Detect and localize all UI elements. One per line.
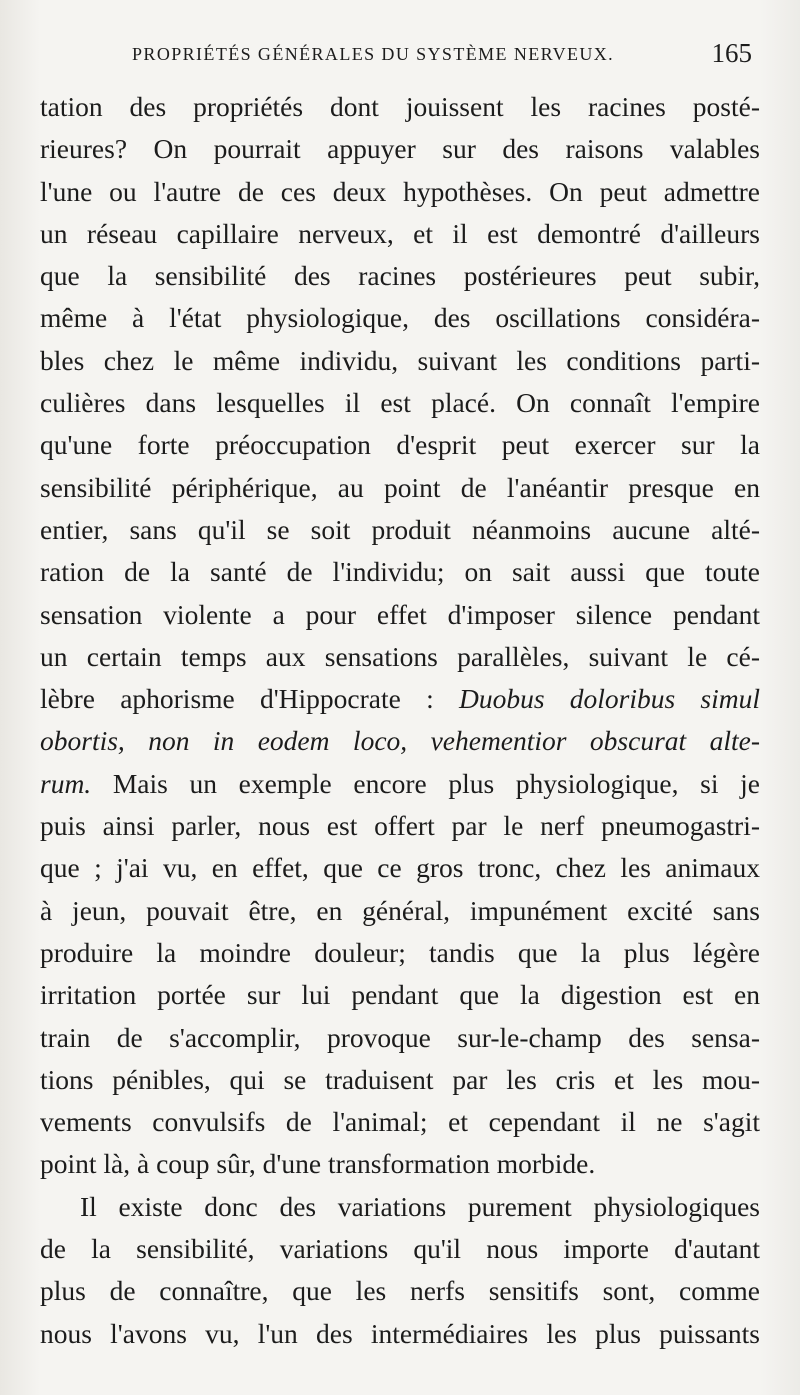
text-line: que ; j'ai vu, en effet, que ce gros tronc, chez les animaux [40,852,760,884]
page-number: 165 [711,38,752,68]
text-line: que la sensibilité des racines postérieures peut subir, [40,260,760,292]
text-line: sensation violente a pour effet d'imposer silence pendant [40,598,760,630]
text-line: plus de connaître, que les nerfs sensitifs sont, comme [40,1275,760,1307]
text-line: culières dans lesquelles il est placé. On connaît l'empire [40,387,760,419]
text-line: puis ainsi parler, nous est offert par le nerf pneumogastri- [40,810,760,842]
text-line: tions pénibles, qui se traduisent par les cris et les mou- [40,1063,760,1095]
running-header [132,38,760,74]
latin-quotation: obortis, non in eodem loco, vehementior obscurat alte- [40,725,760,757]
text-line: nous l'avons vu, l'un des intermédiaires les plus puissants [40,1317,760,1349]
paragraph-start-line: Il existe donc des variations purement physiologiques [80,1190,760,1222]
text-line: train de s'accomplir, provoque sur-le-champ des sensa- [40,1021,760,1053]
text-line: irritation portée sur lui pendant que la digestion est en [40,979,760,1011]
text-line: bles chez le même individu, suivant les conditions parti- [40,344,760,376]
text-line: ration de la santé de l'individu; on sait aussi que toute [40,556,760,588]
text-line: l'une ou l'autre de ces deux hypothèses. On peut admettre [40,175,760,207]
text-line: un réseau capillaire nerveux, et il est demontré d'ailleurs [40,217,760,249]
text-line: rieures? On pourrait appuyer sur des raisons valables [40,133,760,165]
text-line: à jeun, pouvait être, en général, impunément excité sans [40,894,760,926]
text-line: entier, sans qu'il se soit produit néanmoins aucune alté- [40,513,760,545]
text-line: produire la moindre douleur; tandis que la plus légère [40,936,760,968]
latin-quotation: Duobus doloribus simul [458,683,760,715]
text-line: tation des propriétés dont jouissent les racines posté- [40,91,760,122]
text-line: qu'une forte préoccupation d'esprit peut exercer sur la [40,429,760,461]
text-line: de la sensibilité, variations qu'il nous importe d'autant [40,1233,760,1265]
running-title: PROPRIÉTÉS GÉNÉRALES DU SYSTÈME NERVEUX. [132,44,615,64]
latin-quotation: rum. [40,767,92,799]
text-run: lèbre aphorisme d'Hippocrate : [40,683,459,715]
text-line: vements convulsifs de l'animal; et cependant il ne s'agit [40,1106,760,1138]
body-text [40,86,760,1355]
text-line: sensibilité périphérique, au point de l'anéantir presque en [40,471,760,503]
text-line: même à l'état physiologique, des oscillations considéra- [40,302,760,334]
text-run: Mais un exemple encore plus physiologique, si je [91,767,760,799]
text-line [40,763,760,805]
paragraph-end-line: point là, à coup sûr, d'une transformation morbide. [40,1148,596,1180]
text-line: un certain temps aux sensations parallèles, suivant le cé- [40,640,760,672]
text-line [40,678,760,720]
